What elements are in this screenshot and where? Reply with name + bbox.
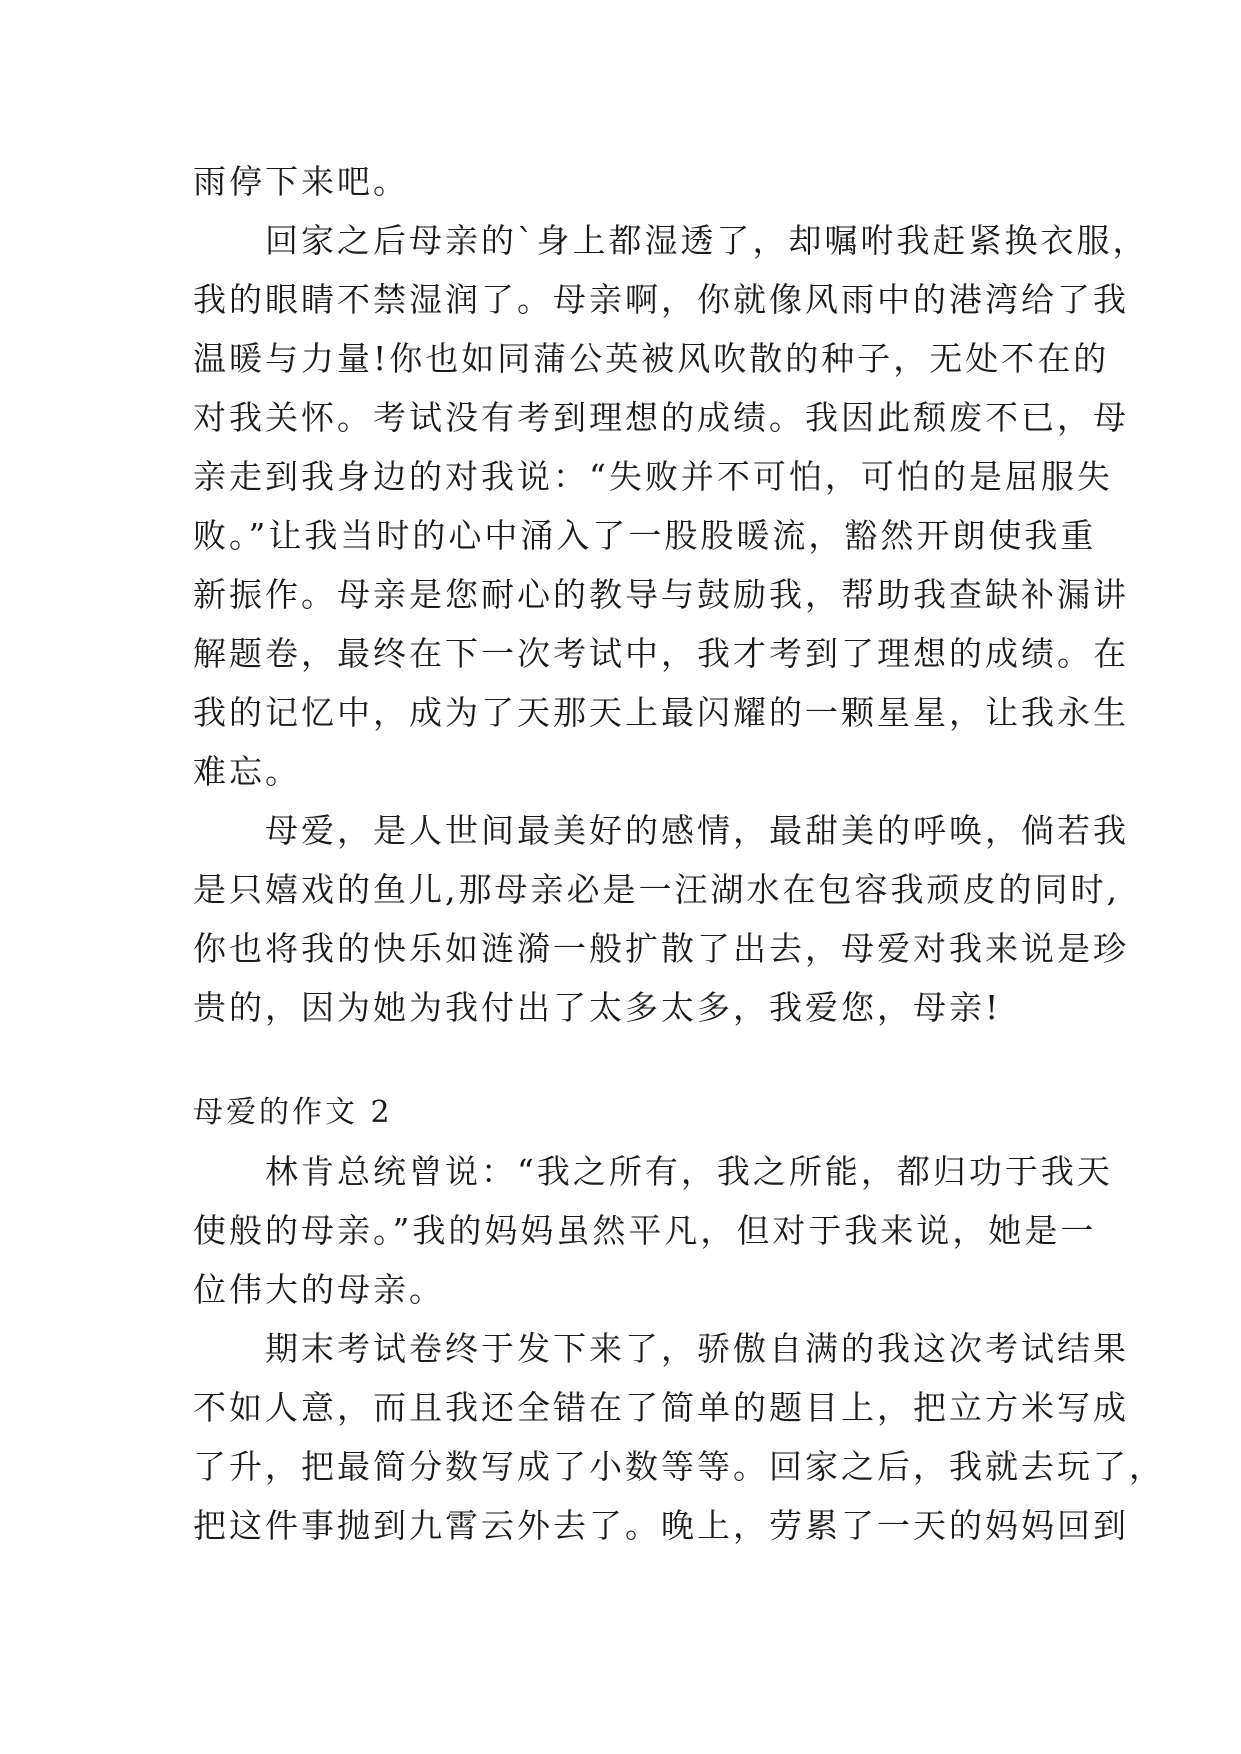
text-line: 败。”让我当时的心中涌入了一股股暖流，豁然开朗使我重 [193,516,1097,555]
text-line: 是只嬉戏的鱼儿,那母亲必是一汪湖水在包容我顽皮的同时, [193,870,1120,909]
text-line: 位伟大的母亲。 [193,1270,445,1309]
paragraph-first-line: 林肯总统曾说：“我之所有，我之所能，都归功于我天 [265,1152,1113,1191]
text-line: 难忘。 [193,752,301,791]
text-line: 贵的，因为她为我付出了太多太多，我爱您，母亲! [193,988,1002,1027]
text-line: 把这件事抛到九霄云外去了。晚上，劳累了一天的妈妈回到 [193,1506,1129,1545]
text-line: 我的记忆中，成为了天那天上最闪耀的一颗星星，让我永生 [193,693,1129,732]
text-line: 对我关怀。考试没有考到理想的成绩。我因此颓废不已，母 [193,398,1129,437]
text-line: 温暖与力量!你也如同蒲公英被风吹散的种子，无处不在的 [193,339,1110,378]
section-heading: 母爱的作文 2 [193,1095,393,1130]
text-line: 雨停下来吧。 [193,162,409,201]
paragraph-first-line: 母爱，是人世间最美好的感情，最甜美的呼唤，倘若我 [265,811,1129,850]
text-line: 你也将我的快乐如涟漪一般扩散了出去，母爱对我来说是珍 [193,929,1129,968]
text-line: 亲走到我身边的对我说：“失败并不可怕，可怕的是屈服失 [193,457,1113,496]
text-line: 解题卷，最终在下一次考试中，我才考到了理想的成绩。在 [193,634,1129,673]
article-body [193,152,1165,1555]
text-line: 使般的母亲。”我的妈妈虽然平凡，但对于我来说，她是一 [193,1211,1097,1250]
text-line: 了升，把最简分数写成了小数等等。回家之后，我就去玩了， [193,1447,1165,1486]
text-line: 我的眼睛不禁湿润了。母亲啊，你就像风雨中的港湾给了我 [193,280,1129,319]
paragraph-first-line: 回家之后母亲的`身上都湿透了，却嘱咐我赶紧换衣服， [265,221,1149,260]
paragraph-first-line: 期末考试卷终于发下来了，骄傲自满的我这次考试结果 [265,1329,1129,1368]
text-line: 新振作。母亲是您耐心的教导与鼓励我，帮助我查缺补漏讲 [193,575,1129,614]
text-line: 不如人意，而且我还全错在了简单的题目上，把立方米写成 [193,1388,1129,1427]
